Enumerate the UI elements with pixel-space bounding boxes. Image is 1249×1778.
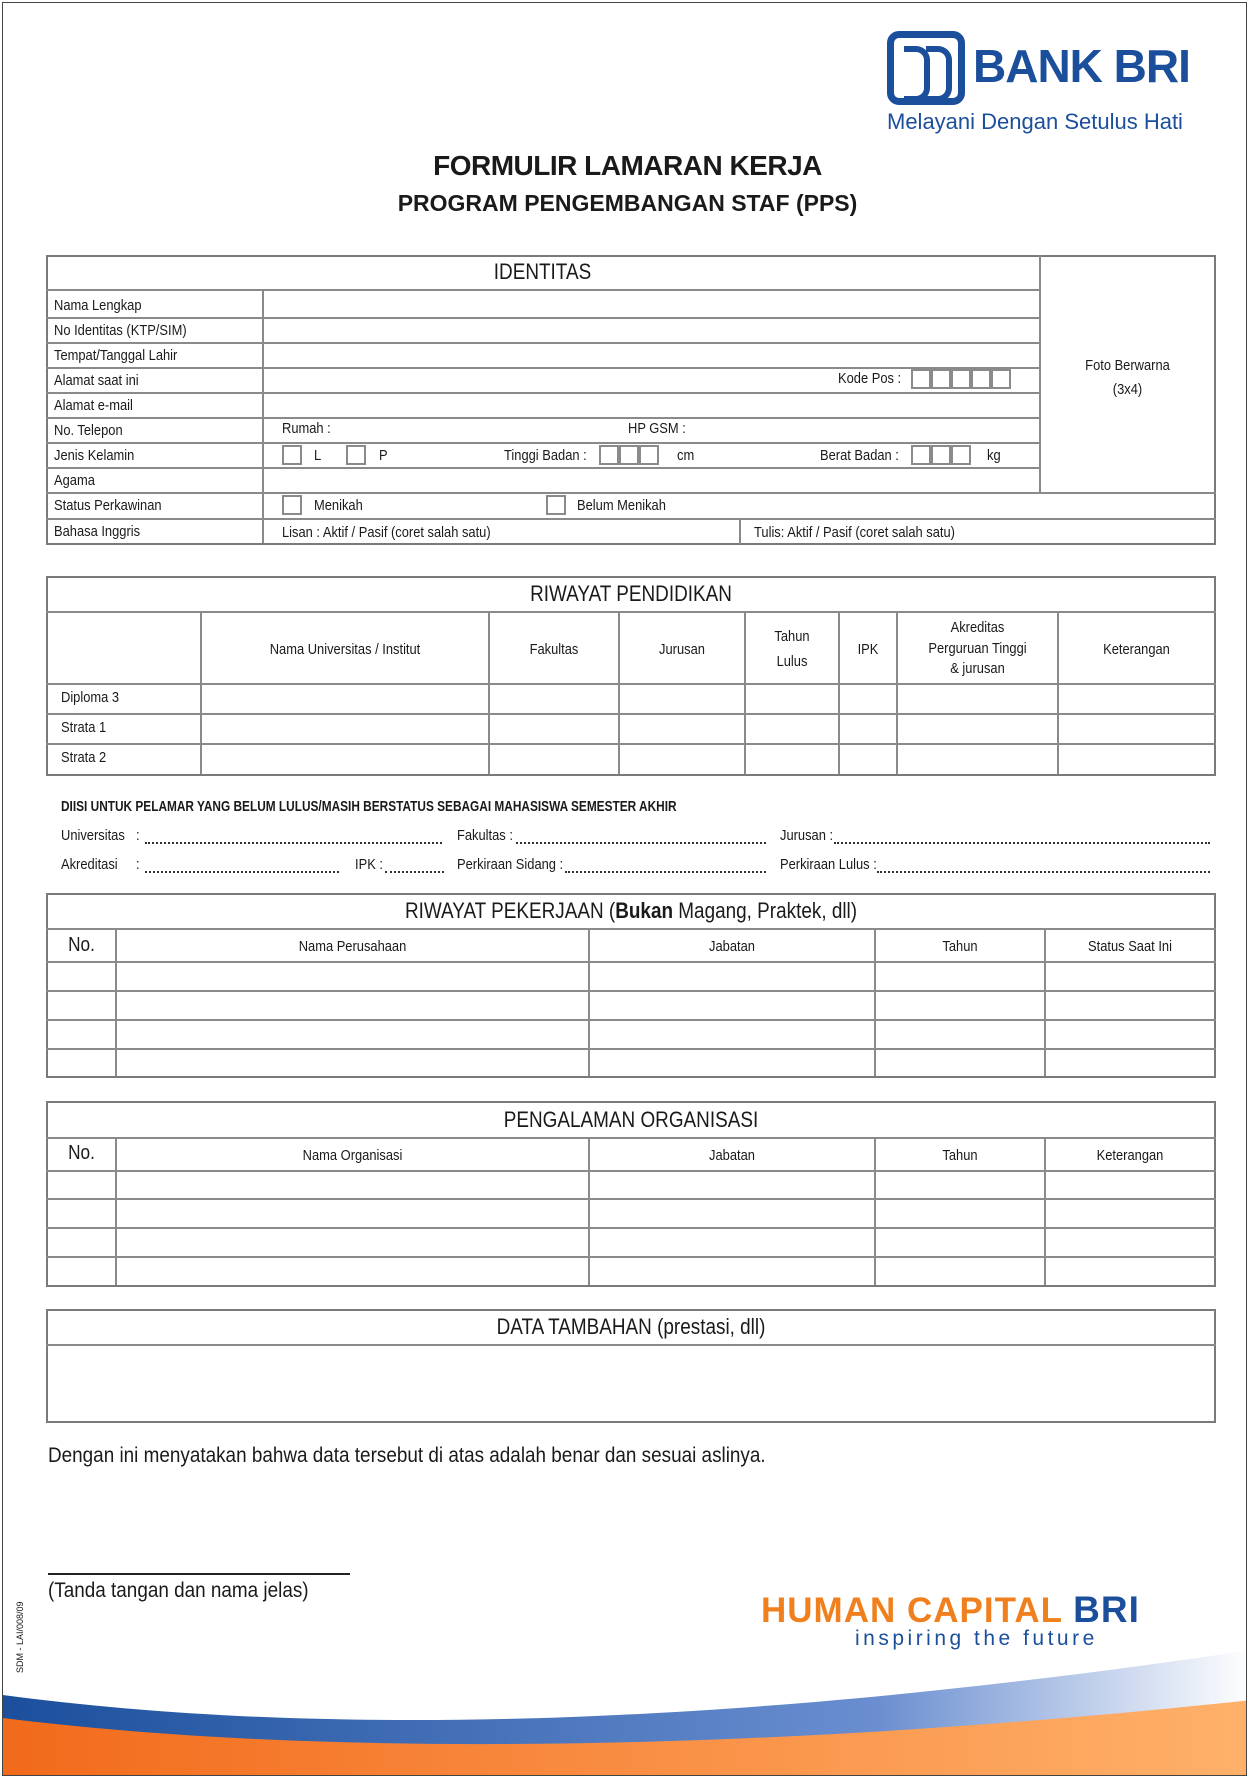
- field-label-nama: Nama Lengkap: [54, 297, 142, 314]
- perkiraan-lulus-label: Perkiraan Lulus :: [780, 856, 877, 873]
- footer-wave: [3, 1640, 1247, 1775]
- tinggi-badan-label: Tinggi Badan :: [504, 447, 587, 464]
- ipk-dots[interactable]: [385, 871, 444, 873]
- belum-menikah-checkbox[interactable]: [546, 495, 566, 515]
- application-form-page: [2, 2, 1247, 1776]
- bank-name: BANK BRI: [973, 40, 1190, 92]
- mahasiswa-note: DIISI UNTUK PELAMAR YANG BELUM LULUS/MASIH BERSTATUS SEBAGAI MAHASISWA SEMESTER AKHIR: [61, 798, 677, 815]
- hp-gsm-label: HP GSM :: [628, 420, 686, 437]
- perkiraan-sidang-label: Perkiraan Sidang :: [457, 856, 564, 873]
- jurusan-dots[interactable]: [834, 842, 1210, 844]
- signature-label: (Tanda tangan dan nama jelas): [48, 1579, 309, 1602]
- alamat-input[interactable]: [264, 369, 824, 390]
- gender-p-label: P: [379, 447, 388, 464]
- pekerjaan-col-nama: Nama Perusahaan: [298, 938, 407, 955]
- identitas-heading: IDENTITAS: [493, 259, 592, 284]
- col-dan-jurusan: & jurusan: [950, 660, 1005, 677]
- email-input[interactable]: [264, 394, 1037, 415]
- field-label-jenis-kelamin: Jenis Kelamin: [54, 447, 135, 464]
- photo-size-label: (3x4): [1112, 381, 1143, 398]
- tulis-label: Tulis: Aktif / Pasif (coret salah satu): [754, 524, 955, 541]
- field-label-alamat: Alamat saat ini: [54, 372, 139, 389]
- no-identitas-input[interactable]: [264, 319, 1037, 340]
- col-fakultas: Fakultas: [529, 641, 579, 658]
- form-code: SDM - LAI/008/09: [15, 1601, 25, 1673]
- pekerjaan-heading: RIWAYAT PEKERJAAN (Bukan Magang, Praktek, dll): [404, 898, 858, 923]
- pekerjaan-col-status: Status Saat Ini: [1088, 938, 1172, 955]
- pekerjaan-col-tahun: Tahun: [942, 938, 978, 955]
- bank-slogan: Melayani Dengan Setulus Hati: [887, 109, 1183, 134]
- signature-line[interactable]: [48, 1573, 350, 1575]
- photo-label: Foto Berwarna: [1085, 357, 1170, 374]
- kg-label: kg: [987, 447, 1001, 464]
- row-diploma-3: Diploma 3: [61, 689, 120, 706]
- pekerjaan-col-jabatan: Jabatan: [709, 938, 755, 955]
- perkiraan-lulus-dots[interactable]: [877, 871, 1210, 873]
- akreditasi-label: Akreditasi: [61, 856, 118, 873]
- gender-p-checkbox[interactable]: [346, 445, 366, 465]
- field-label-ttl: Tempat/Tanggal Lahir: [54, 347, 178, 364]
- human-capital-tagline: inspiring the future: [855, 1627, 1098, 1650]
- agama-input[interactable]: [264, 469, 1037, 490]
- organisasi-col-keterangan: Keterangan: [1096, 1147, 1164, 1164]
- declaration-statement: Dengan ini menyatakan bahwa data tersebut di atas adalah benar dan sesuai aslinya.: [48, 1444, 766, 1467]
- col-keterangan: Keterangan: [1103, 641, 1170, 658]
- col-ipk: IPK: [857, 641, 879, 658]
- nama-input[interactable]: [264, 293, 1037, 315]
- universitas-colon: :: [136, 827, 140, 844]
- berat-badan-label: Berat Badan :: [820, 447, 899, 464]
- field-label-email: Alamat e-mail: [54, 397, 133, 414]
- organisasi-col-no: No.: [68, 1142, 95, 1164]
- fakultas-label: Fakultas :: [457, 827, 513, 844]
- col-lulus: Lulus: [776, 653, 808, 670]
- gender-l-checkbox[interactable]: [282, 445, 302, 465]
- field-label-telepon: No. Telepon: [54, 422, 123, 439]
- organisasi-col-nama: Nama Organisasi: [302, 1147, 403, 1164]
- human-capital-logo: HUMAN CAPITAL BRI: [761, 1589, 1140, 1630]
- col-tahun: Tahun: [774, 628, 810, 645]
- akreditasi-colon: :: [136, 856, 140, 873]
- gender-l-label: L: [314, 447, 322, 464]
- perkiraan-sidang-dots[interactable]: [565, 871, 766, 873]
- col-jurusan: Jurusan: [659, 641, 705, 658]
- field-label-agama: Agama: [54, 472, 95, 489]
- field-label-no-identitas: No Identitas (KTP/SIM): [54, 322, 187, 339]
- row-strata-1: Strata 1: [61, 719, 107, 736]
- tambahan-input[interactable]: [48, 1346, 1214, 1421]
- form-title: FORMULIR LAMARAN KERJA: [433, 150, 822, 181]
- organisasi-col-jabatan: Jabatan: [709, 1147, 755, 1164]
- rumah-label: Rumah :: [282, 420, 331, 437]
- col-perguruan-tinggi: Perguruan Tinggi: [928, 640, 1027, 657]
- row-strata-2: Strata 2: [61, 749, 107, 766]
- menikah-label: Menikah: [314, 497, 363, 514]
- ipk-label: IPK :: [355, 856, 383, 873]
- pekerjaan-col-no: No.: [68, 934, 95, 956]
- lisan-label: Lisan : Aktif / Pasif (coret salah satu): [282, 524, 491, 541]
- organisasi-col-tahun: Tahun: [942, 1147, 978, 1164]
- organisasi-heading: PENGALAMAN ORGANISASI: [503, 1107, 759, 1132]
- jurusan-label: Jurusan :: [780, 827, 834, 844]
- field-label-status: Status Perkawinan: [54, 497, 162, 514]
- universitas-dots[interactable]: [145, 842, 442, 844]
- col-universitas: Nama Universitas / Institut: [269, 641, 421, 658]
- fakultas-dots[interactable]: [516, 842, 766, 844]
- ttl-input[interactable]: [264, 344, 1037, 365]
- bank-bri-logo: [887, 31, 1217, 136]
- menikah-checkbox[interactable]: [282, 495, 302, 515]
- bri-logo-icon: [887, 31, 965, 105]
- form-subtitle: PROGRAM PENGEMBANGAN STAF (PPS): [397, 190, 858, 216]
- kode-pos-label: Kode Pos :: [838, 370, 902, 387]
- akreditasi-dots[interactable]: [145, 871, 339, 873]
- field-label-bahasa: Bahasa Inggris: [54, 523, 141, 540]
- cm-label: cm: [677, 447, 695, 464]
- pendidikan-heading: RIWAYAT PENDIDIKAN: [530, 581, 732, 606]
- universitas-label: Universitas: [61, 827, 125, 844]
- photo-placeholder: [1041, 257, 1214, 491]
- tambahan-heading: DATA TAMBAHAN (prestasi, dll): [496, 1314, 766, 1339]
- col-akreditas: Akreditas: [950, 619, 1005, 636]
- belum-menikah-label: Belum Menikah: [577, 497, 666, 514]
